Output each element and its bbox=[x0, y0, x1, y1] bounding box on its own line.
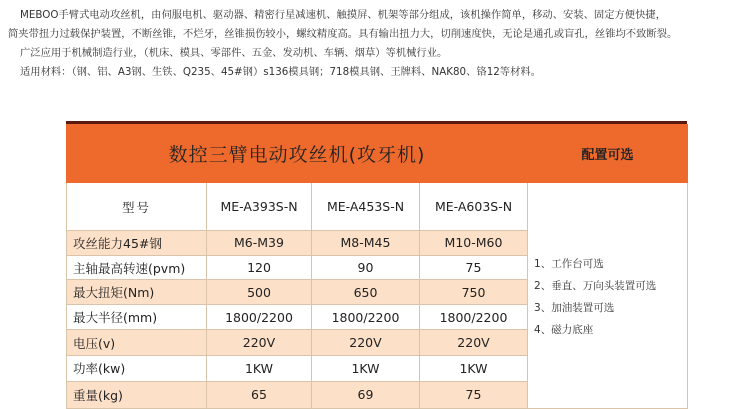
row-label: 重量(kg) bbox=[67, 381, 207, 408]
row-label: 最大半径(mm) bbox=[67, 305, 207, 330]
row-value: 220V bbox=[420, 330, 528, 356]
row-value: 1KW bbox=[420, 356, 528, 382]
option-item: 4、磁力底座 bbox=[534, 324, 594, 337]
options-list bbox=[534, 253, 687, 341]
row-value: 90 bbox=[312, 255, 420, 280]
row-value: 75 bbox=[420, 255, 528, 280]
intro-line-2: 简夹带扭力过载保护装置，不断丝锥，不烂牙，丝锥损伤较小，螺纹精度高。具有输出扭力大，切削速度快，无论是通孔或盲孔，丝锥均不致断裂。 bbox=[8, 28, 678, 40]
row-value: 1800/2200 bbox=[207, 305, 312, 330]
row-value: 750 bbox=[420, 280, 528, 305]
row-value: 1800/2200 bbox=[312, 305, 420, 330]
row-value: 220V bbox=[207, 330, 312, 356]
row-value: 1KW bbox=[207, 356, 312, 382]
row-value: 650 bbox=[312, 280, 420, 305]
row-value: 69 bbox=[312, 381, 420, 408]
intro-text bbox=[8, 6, 743, 82]
row-label: 电压(v) bbox=[67, 330, 207, 356]
row-value: 75 bbox=[420, 381, 528, 408]
row-value: 120 bbox=[207, 255, 312, 280]
row-label: 主轴最高转速(pvm) bbox=[67, 255, 207, 280]
option-item: 2、垂直、万向头装置可选 bbox=[534, 280, 657, 293]
options-header: 配置可选 bbox=[528, 125, 688, 183]
row-value: 65 bbox=[207, 381, 312, 408]
table-header-row bbox=[67, 125, 688, 183]
row-value: M10-M60 bbox=[420, 230, 528, 255]
intro-line-1: MEBOO手臂式电动攻丝机，由伺服电机、驱动器、精密行星减速机、触摸屏、机架等部分组成，该机操作简单，移动、安装、固定方便快捷， bbox=[20, 9, 666, 21]
row-label: 攻丝能力45#钢 bbox=[67, 230, 207, 255]
model-name: ME-A603S-N bbox=[420, 183, 528, 231]
model-label: 型号 bbox=[67, 183, 207, 231]
row-value: 220V bbox=[312, 330, 420, 356]
row-value: 1KW bbox=[312, 356, 420, 382]
intro-line-4: 适用材料：（钢、铝、A3钢、生铁、Q235、45#钢）s136模具钢；718模具钢、王牌料、NAK80、铬12等材料。 bbox=[20, 66, 541, 78]
model-name: ME-A453S-N bbox=[312, 183, 420, 231]
options-cell bbox=[528, 183, 688, 409]
model-row bbox=[67, 183, 688, 231]
table-title: 数控三臂电动攻丝机(攻牙机) bbox=[67, 125, 528, 183]
model-name: ME-A393S-N bbox=[207, 183, 312, 231]
row-value: M6-M39 bbox=[207, 230, 312, 255]
option-item: 1、工作台可选 bbox=[534, 258, 604, 271]
row-label: 最大扭矩(Nm) bbox=[67, 280, 207, 305]
row-value: 500 bbox=[207, 280, 312, 305]
row-value: M8-M45 bbox=[312, 230, 420, 255]
spec-table bbox=[66, 124, 688, 409]
row-label: 功率(kw) bbox=[67, 356, 207, 382]
option-item: 3、加油装置可选 bbox=[534, 302, 615, 315]
row-value: 1800/2200 bbox=[420, 305, 528, 330]
intro-line-3: 广泛应用于机械制造行业，（机床、模具、零部件、五金、发动机、车辆、烟草）等机械行业。 bbox=[20, 47, 448, 59]
